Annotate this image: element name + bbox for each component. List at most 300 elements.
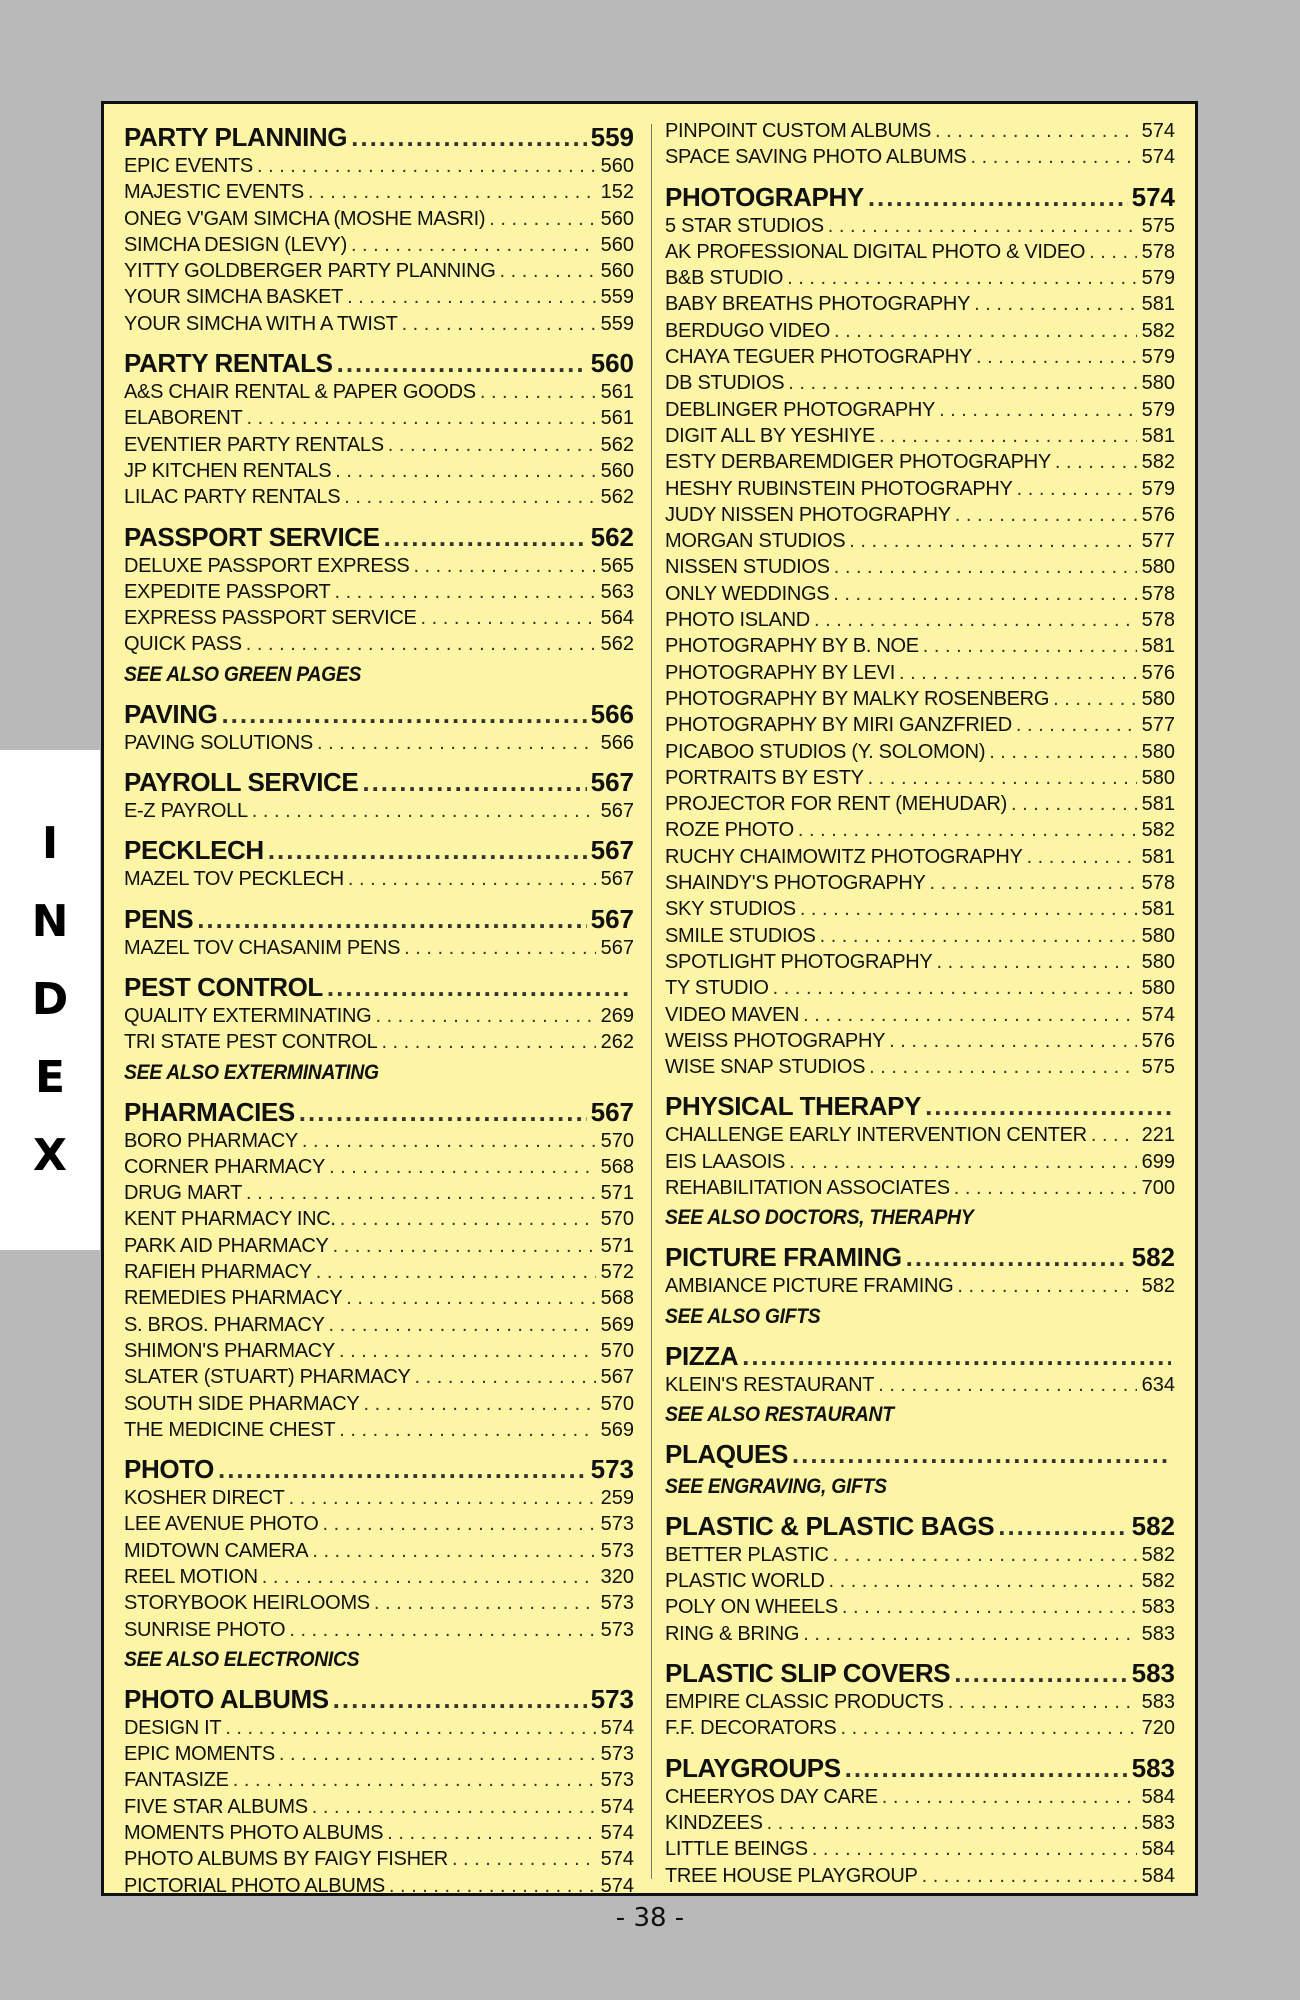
dot-leader (218, 1454, 587, 1485)
entry-name: DRUG MART (124, 1182, 243, 1205)
dot-leader (262, 1566, 596, 1589)
entry-name: DESIGN IT (124, 1716, 222, 1739)
section-page-number: 566 (590, 698, 634, 729)
entry-page-number: 579 (1141, 267, 1175, 290)
dot-leader (833, 583, 1137, 606)
dot-leader (814, 609, 1137, 632)
section-heading-row (124, 346, 634, 381)
dot-leader (948, 1691, 1137, 1714)
index-entry (124, 1796, 634, 1822)
index-entry (124, 1005, 634, 1031)
index-entry (665, 767, 1175, 793)
section-heading: PEST CONTROL (124, 971, 323, 1002)
entry-name: AMBIANCE PICTURE FRAMING (665, 1275, 954, 1298)
dot-leader (316, 1261, 596, 1284)
dot-leader (833, 1544, 1137, 1567)
dot-leader (351, 234, 596, 257)
dot-leader (333, 1684, 587, 1715)
dot-leader (787, 267, 1137, 290)
dot-leader (889, 1030, 1137, 1053)
dot-leader (489, 208, 596, 231)
index-entry (665, 556, 1175, 582)
dot-leader (340, 1208, 596, 1231)
section-page-number: 583 (1131, 1658, 1175, 1689)
entry-page-number: 578 (1141, 582, 1175, 605)
dot-leader (834, 556, 1137, 579)
entry-page-number: 566 (600, 731, 634, 754)
entry-name: YITTY GOLDBERGER PARTY PLANNING (124, 260, 496, 283)
section-heading: PLAYGROUPS (665, 1752, 841, 1783)
entry-name: CHALLENGE EARLY INTERVENTION CENTER (665, 1124, 1087, 1147)
dot-leader (1091, 1124, 1137, 1147)
entry-name: WEISS PHOTOGRAPHY (665, 1029, 886, 1052)
entry-name: POLY ON WHEELS (665, 1596, 838, 1619)
section-page-number: 567 (590, 835, 634, 866)
entry-name: PICABOO STUDIOS (Y. SOLOMON) (665, 740, 986, 763)
entry-name: SPOTLIGHT PHOTOGRAPHY (665, 950, 933, 973)
dot-leader (421, 607, 596, 630)
index-entry (665, 793, 1175, 819)
index-section (665, 1240, 1175, 1331)
index-section (124, 120, 634, 339)
entry-page-number: 579 (1141, 477, 1175, 500)
index-entry (124, 1182, 634, 1208)
dot-leader (302, 1130, 596, 1153)
index-section (665, 1509, 1175, 1649)
dot-leader (312, 1796, 596, 1819)
index-entry (124, 1393, 634, 1419)
dot-leader (257, 155, 596, 178)
entry-name: SKY STUDIOS (665, 898, 796, 921)
dot-leader (989, 741, 1137, 764)
index-entry (665, 1056, 1175, 1082)
entry-name: PARK AID PHARMACY (124, 1234, 329, 1257)
entry-name: SOUTH SIDE PHARMACY (124, 1392, 360, 1415)
entry-page-number: 561 (600, 381, 634, 404)
entry-name: CHEERYOS DAY CARE (665, 1785, 878, 1808)
index-entry (665, 688, 1175, 714)
see-also-note: SEE ALSO GIFTS (665, 1304, 821, 1328)
index-entry (124, 1592, 634, 1618)
entry-name: S. BROS. PHARMACY (124, 1313, 325, 1336)
entry-page-number: 576 (1141, 1029, 1175, 1052)
section-heading: PLASTIC SLIP COVERS (665, 1658, 951, 1689)
index-entry (124, 181, 634, 207)
entry-name: DIGIT ALL BY YESHIYE (665, 424, 876, 447)
index-section (665, 1751, 1175, 1891)
section-heading-row (124, 765, 634, 800)
dot-leader (413, 555, 596, 578)
dot-leader (252, 800, 596, 823)
entry-name: FANTASIZE (124, 1769, 229, 1792)
entry-page-number: 581 (1141, 793, 1175, 816)
index-section (665, 1437, 1175, 1502)
entry-page-number: 567 (600, 868, 634, 891)
index-tab-letter: I (41, 818, 59, 869)
entry-page-number: 572 (600, 1261, 634, 1284)
dot-leader (922, 1865, 1137, 1888)
entry-page-number: 560 (600, 233, 634, 256)
entry-page-number: 577 (1141, 714, 1175, 737)
dot-leader (820, 925, 1137, 948)
entry-page-number: 578 (1141, 609, 1175, 632)
entry-page-number: 574 (600, 1822, 634, 1845)
section-heading-row (124, 970, 634, 1005)
entry-page-number: 584 (1141, 1838, 1175, 1861)
entry-name: NISSEN STUDIOS (665, 556, 830, 579)
entry-page-number: 581 (1141, 845, 1175, 868)
entry-name: PORTRAITS BY ESTY (665, 766, 864, 789)
index-entry (124, 1717, 634, 1743)
section-heading-row (124, 833, 634, 868)
section-heading-row (124, 520, 634, 555)
index-entry (124, 208, 634, 234)
section-heading: PLASTIC & PLASTIC BAGS (665, 1510, 995, 1541)
entry-page-number: 580 (1141, 687, 1175, 710)
dot-leader (362, 767, 586, 798)
page-number: - 38 - (615, 1903, 685, 1933)
index-entry (665, 846, 1175, 872)
dot-leader (388, 434, 596, 457)
entry-page-number: 574 (600, 1716, 634, 1739)
entry-name: E-Z PAYROLL (124, 800, 248, 823)
dot-leader (337, 348, 587, 379)
entry-page-number: 560 (600, 459, 634, 482)
entry-page-number: 580 (1141, 740, 1175, 763)
section-page-number: 582 (1131, 1242, 1175, 1273)
entry-page-number: 574 (1141, 120, 1175, 142)
index-entry (124, 313, 634, 339)
index-entry (124, 460, 634, 486)
index-section (124, 765, 634, 826)
dot-leader (976, 346, 1137, 369)
column-divider (651, 124, 652, 1879)
dot-leader (268, 835, 587, 866)
dot-leader (868, 182, 1128, 213)
section-heading-row (665, 1240, 1175, 1275)
index-entry (665, 1544, 1175, 1570)
entry-name: ESTY DERBAREMDIGER PHOTOGRAPHY (665, 451, 1051, 474)
index-entry (124, 155, 634, 181)
entry-page-number: 580 (1141, 766, 1175, 789)
index-entry (665, 120, 1175, 146)
entry-name: PHOTOGRAPHY BY B. NOE (665, 635, 919, 658)
index-entry (124, 1340, 634, 1366)
entry-name: QUICK PASS (124, 633, 242, 656)
index-section (665, 120, 1175, 173)
dot-leader (344, 486, 596, 509)
dot-leader (381, 1031, 596, 1054)
entry-page-number: 568 (600, 1155, 634, 1178)
index-tab-letter: X (33, 1130, 67, 1181)
section-heading: PIZZA (665, 1340, 739, 1371)
dot-leader (323, 1513, 596, 1536)
dot-leader (767, 1812, 1137, 1835)
index-section (665, 1656, 1175, 1744)
dot-leader (882, 1786, 1137, 1809)
index-section (665, 1339, 1175, 1430)
entry-page-number: 580 (1141, 950, 1175, 973)
entry-name: EIS LAASOIS (665, 1150, 786, 1173)
dot-leader (347, 286, 596, 309)
entry-page-number: 583 (1141, 1596, 1175, 1619)
section-page-number: 573 (590, 1454, 634, 1485)
see-also-note: SEE ALSO EXTERMINATING (124, 1060, 379, 1084)
section-page-number: 583 (1131, 1752, 1175, 1783)
entry-name: RAFIEH PHARMACY (124, 1261, 312, 1284)
dot-leader (1089, 241, 1137, 264)
entry-name: PHOTOGRAPHY BY MALKY ROSENBERG (665, 687, 1050, 710)
index-entry (124, 607, 634, 633)
index-section (124, 1095, 634, 1446)
index-entry (124, 1208, 634, 1234)
entry-page-number: 580 (1141, 556, 1175, 579)
index-entry (124, 937, 634, 963)
index-entry (124, 1261, 634, 1287)
dot-leader (935, 120, 1137, 143)
dot-leader (279, 1743, 596, 1766)
entry-name: KOSHER DIRECT (124, 1487, 285, 1510)
entry-page-number: 583 (1141, 1691, 1175, 1714)
index-entry (124, 1769, 634, 1795)
entry-page-number: 564 (600, 607, 634, 630)
index-entry (665, 1596, 1175, 1622)
dot-leader (308, 181, 596, 204)
entry-name: SMILE STUDIOS (665, 924, 816, 947)
dot-leader (840, 1717, 1137, 1740)
entry-name: ELABORENT (124, 407, 243, 430)
dot-leader (925, 1091, 1171, 1122)
dot-leader (955, 504, 1137, 527)
dot-leader (792, 1439, 1171, 1470)
entry-name: PHOTOGRAPHY BY LEVI (665, 661, 895, 684)
dot-leader (954, 1177, 1137, 1200)
index-entry (665, 925, 1175, 951)
entry-name: EVENTIER PARTY RENTALS (124, 433, 384, 456)
index-entry (665, 1691, 1175, 1717)
index-entry (665, 1838, 1175, 1864)
entry-name: SHIMON'S PHARMACY (124, 1339, 335, 1362)
entry-page-number: 562 (600, 486, 634, 509)
index-entry (665, 583, 1175, 609)
index-entry (665, 819, 1175, 845)
entry-page-number: 560 (600, 207, 634, 230)
entry-name: EPIC EVENTS (124, 155, 253, 177)
dot-leader (800, 898, 1137, 921)
index-entry (124, 868, 634, 894)
entry-name: CHAYA TEGUER PHOTOGRAPHY (665, 346, 972, 369)
entry-page-number: 578 (1141, 872, 1175, 895)
entry-page-number: 570 (600, 1208, 634, 1231)
index-entry (665, 872, 1175, 898)
section-heading-row (665, 1339, 1175, 1374)
entry-page-number: 584 (1141, 1864, 1175, 1887)
index-entry (665, 951, 1175, 977)
index-entry (124, 1130, 634, 1156)
dot-leader (389, 1875, 596, 1898)
entry-name: TREE HOUSE PLAYGROUP (665, 1864, 918, 1887)
entry-name: BETTER PLASTIC (665, 1543, 829, 1566)
section-page-number: 574 (1131, 181, 1175, 212)
index-entry (124, 434, 634, 460)
dot-leader (923, 635, 1137, 658)
entry-page-number: 259 (600, 1487, 634, 1510)
entry-name: DELUXE PASSPORT EXPRESS (124, 554, 410, 577)
entry-page-number: 575 (1141, 1056, 1175, 1079)
index-section (665, 1089, 1175, 1233)
entry-name: TY STUDIO (665, 977, 769, 1000)
dot-leader (299, 1097, 587, 1128)
dot-leader (402, 313, 596, 336)
dot-leader (375, 1005, 596, 1028)
index-tab-letter: E (34, 1052, 66, 1103)
entry-name: PICTORIAL PHOTO ALBUMS (124, 1874, 385, 1897)
index-entry (665, 372, 1175, 398)
index-entry (665, 635, 1175, 661)
entry-page-number: 573 (600, 1539, 634, 1562)
dot-leader (998, 1511, 1127, 1542)
entry-page-number: 571 (600, 1234, 634, 1257)
dot-leader (197, 904, 586, 935)
dot-leader (334, 581, 596, 604)
entry-page-number: 569 (600, 1313, 634, 1336)
index-entry (665, 1865, 1175, 1891)
index-entry (665, 1030, 1175, 1056)
dot-leader (939, 399, 1137, 422)
entry-page-number: 582 (1141, 819, 1175, 842)
index-section (665, 180, 1175, 1083)
dot-leader (221, 699, 586, 730)
index-entry (665, 1812, 1175, 1838)
dot-leader (452, 1848, 596, 1871)
section-heading-row (124, 902, 634, 937)
index-entry (665, 1177, 1175, 1203)
entry-name: ONEG V'GAM SIMCHA (MOSHE MASRI) (124, 207, 486, 230)
dot-leader (246, 407, 596, 430)
dot-leader (289, 1487, 596, 1510)
dot-leader (333, 1235, 596, 1258)
index-entry (124, 260, 634, 286)
section-heading-row (124, 1682, 634, 1717)
entry-name: 5 STAR STUDIOS (665, 214, 824, 237)
index-column-left (124, 120, 634, 1908)
index-entry (665, 320, 1175, 346)
dot-leader (415, 1366, 596, 1389)
entry-name: CORNER PHARMACY (124, 1155, 326, 1178)
entry-page-number: 700 (1141, 1176, 1175, 1199)
entry-page-number: 699 (1141, 1150, 1175, 1173)
entry-name: PLASTIC WORLD (665, 1570, 825, 1593)
entry-page-number: 563 (600, 580, 634, 603)
entry-name: YOUR SIMCHA WITH A TWIST (124, 312, 398, 335)
entry-page-number: 634 (1141, 1373, 1175, 1396)
index-panel (101, 101, 1198, 1896)
index-section (124, 520, 634, 690)
index-entry (665, 399, 1175, 425)
entry-name: A&S CHAIR RENTAL & PAPER GOODS (124, 381, 476, 404)
entry-page-number: 584 (1141, 1785, 1175, 1808)
entry-name: SIMCHA DESIGN (LEVY) (124, 233, 347, 256)
index-entry (124, 1513, 634, 1539)
dot-leader (339, 1340, 596, 1363)
entry-page-number: 579 (1141, 398, 1175, 421)
index-entry (124, 486, 634, 512)
entry-name: EXPEDITE PASSPORT (124, 580, 331, 603)
section-page-number: 582 (1131, 1510, 1175, 1541)
dot-leader (1017, 478, 1137, 501)
dot-leader (327, 972, 630, 1003)
index-section (124, 902, 634, 963)
index-entry (124, 1875, 634, 1901)
entry-name: BERDUGO VIDEO (665, 319, 831, 342)
section-heading-row (124, 697, 634, 732)
entry-page-number: 573 (600, 1769, 634, 1792)
entry-page-number: 583 (1141, 1811, 1175, 1834)
index-entry (124, 286, 634, 312)
index-entry (665, 609, 1175, 635)
entry-page-number: 571 (600, 1182, 634, 1205)
section-heading: PENS (124, 903, 194, 934)
index-entry (124, 234, 634, 260)
index-entry (124, 1031, 634, 1057)
dot-leader (480, 381, 596, 404)
index-entry (665, 1374, 1175, 1400)
index-tab-letter: D (31, 974, 69, 1025)
entry-name: MOMENTS PHOTO ALBUMS (124, 1822, 384, 1845)
dot-leader (803, 1004, 1137, 1027)
section-heading-row (665, 1437, 1175, 1472)
see-also-note: SEE ALSO ELECTRONICS (124, 1647, 360, 1671)
dot-leader (954, 1658, 1127, 1689)
index-entry (124, 1156, 634, 1182)
entry-name: THE MEDICINE CHEST (124, 1418, 336, 1441)
entry-page-number: 582 (1141, 1570, 1175, 1593)
index-entry (124, 800, 634, 826)
dot-leader (346, 1287, 596, 1310)
entry-page-number: 582 (1141, 451, 1175, 474)
entry-name: RUCHY CHAIMOWITZ PHOTOGRAPHY (665, 845, 1023, 868)
entry-name: REEL MOTION (124, 1565, 258, 1588)
index-entry (665, 293, 1175, 319)
entry-page-number: 262 (600, 1031, 634, 1054)
entry-page-number: 574 (600, 1848, 634, 1871)
entry-name: BORO PHARMACY (124, 1129, 298, 1152)
dot-leader (351, 122, 586, 153)
index-entry (124, 1419, 634, 1445)
entry-name: BABY BREATHS PHOTOGRAPHY (665, 293, 971, 316)
dot-leader (1011, 793, 1137, 816)
see-also-note: SEE ALSO RESTAURANT (665, 1402, 894, 1426)
section-heading-row (124, 120, 634, 155)
index-entry (124, 1314, 634, 1340)
dot-leader (742, 1341, 1171, 1372)
index-entry (665, 530, 1175, 556)
index-entry (665, 478, 1175, 504)
index-entry (665, 1717, 1175, 1743)
index-entry (665, 267, 1175, 293)
entry-name: REMEDIES PHARMACY (124, 1287, 343, 1310)
index-entry (124, 407, 634, 433)
dot-leader (329, 1314, 597, 1337)
entry-page-number: 573 (600, 1592, 634, 1615)
section-heading-row (665, 1509, 1175, 1544)
entry-page-number: 580 (1141, 977, 1175, 1000)
index-entry (124, 1848, 634, 1874)
entry-name: JP KITCHEN RENTALS (124, 459, 332, 482)
dot-leader (246, 1182, 596, 1205)
entry-page-number: 559 (600, 286, 634, 309)
entry-name: JUDY NISSEN PHOTOGRAPHY (665, 503, 951, 526)
